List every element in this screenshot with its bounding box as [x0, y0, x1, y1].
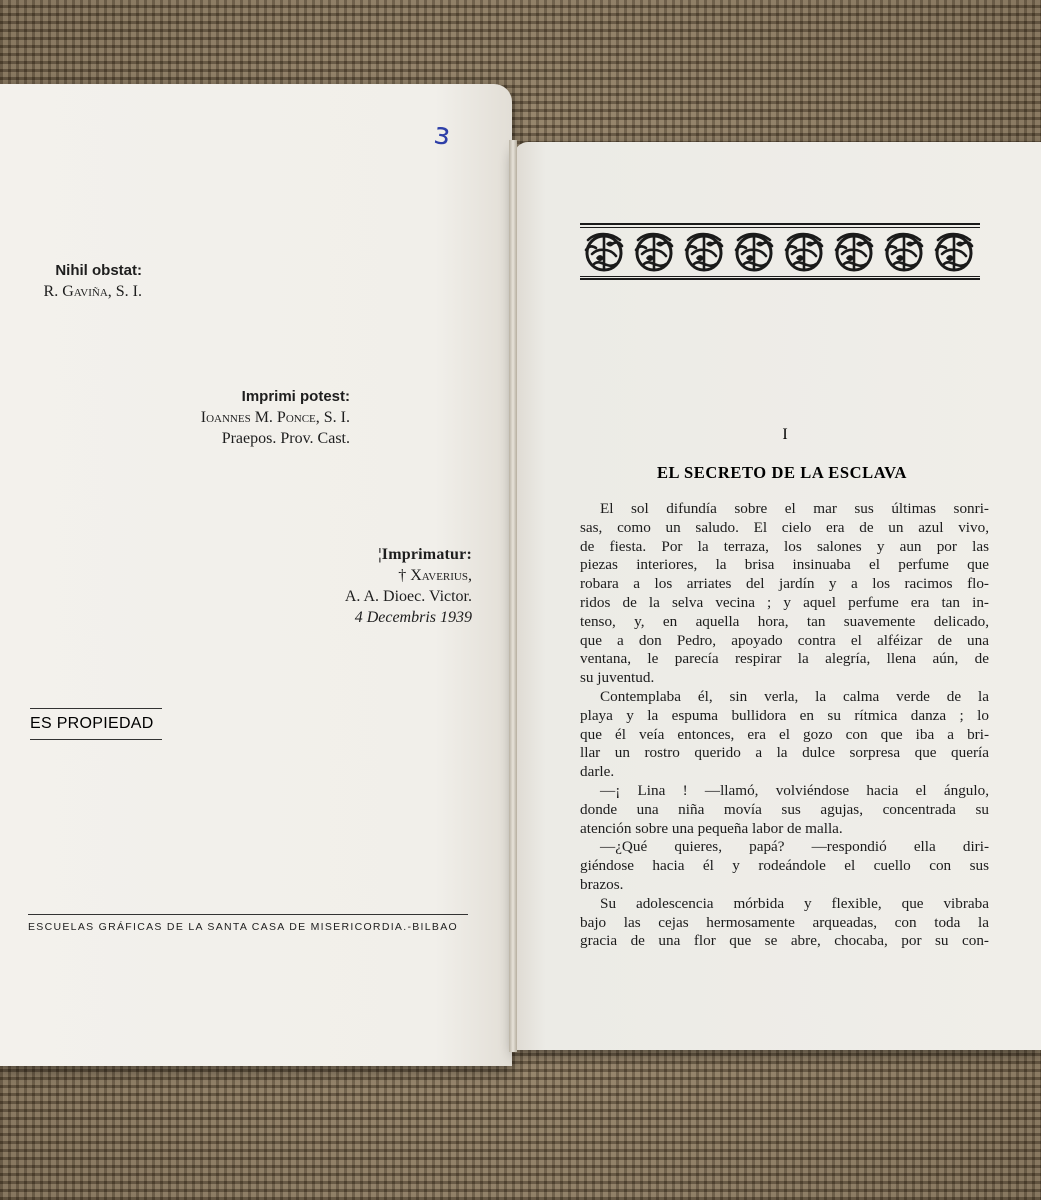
text-line: El sol difundía sobre el mar sus últimas sonri-: [600, 500, 989, 517]
ornament-tile: [636, 234, 672, 270]
text-line: giéndose hacia él y rodeándole el cuello con sus: [580, 857, 989, 875]
printer-imprint: ESCUELAS GRÁFICAS DE LA SANTA CASA DE MISERICORDIA.-BILBAO: [28, 914, 468, 933]
text-line: de fiesta. Por la terraza, los salones y aun por las: [580, 537, 989, 555]
text-line: tenso, y, en aquella hora, tan suavemente delicado,: [580, 612, 989, 630]
ornament-header-band: [580, 222, 980, 282]
nihil-obstat-block: [22, 260, 142, 302]
text-line: ventana, le parecía respirar la alegría, llena aún, de: [580, 650, 989, 668]
chapter-body-text: [580, 500, 989, 951]
text-line: —¡ Lina ! —llamó, volviéndose hacia el ángulo,: [600, 781, 989, 799]
text-line: darle.: [580, 763, 615, 781]
text-line: atención sobre una pequeña labor de malla.: [580, 819, 843, 837]
copyright-notice: ES PROPIEDAD: [30, 708, 162, 740]
ornament-tile: [686, 234, 722, 270]
text-line: playa y la espuma bullidora en su rítmica danza ; lo: [580, 706, 989, 724]
ornament-tile: [936, 234, 972, 270]
imprimatur-date: 4 Decembris 1939: [354, 609, 472, 626]
imprimi-potest-label: Imprimi potest:: [241, 388, 350, 405]
imprimatur-label: ¦Imprimatur:: [378, 546, 472, 563]
text-line: llar un rostro querido a la dulce sorpresa que quería: [580, 744, 989, 762]
text-line: piezas interiores, la brisa insinuaba el perfume que: [580, 556, 989, 574]
text-line: su juventud.: [580, 669, 655, 687]
nihil-obstat-censor: R. Gaviña, S. I.: [43, 283, 142, 300]
book-spine: [509, 140, 517, 1052]
imprimatur-name: † Xaverius,: [398, 567, 472, 584]
imprimi-potest-block: [150, 386, 350, 449]
text-line: Su adolescencia mórbida y flexible, que vibraba: [600, 894, 989, 912]
text-line: Contemplaba él, sin verla, la calma verde de la: [600, 687, 989, 705]
ornament-tile: [736, 234, 772, 270]
text-line: —¿Qué quieres, papá? —respondió ella diri-: [600, 838, 989, 856]
text-line: gracia de una flor que se abre, chocaba, por su con-: [580, 932, 989, 950]
ornament-tile: [886, 234, 922, 270]
text-line: brazos.: [580, 875, 624, 893]
text-line: robara a los arriates del jardín y a los racimos flo-: [580, 575, 989, 593]
text-line: sas, como un saludo. El cielo era de un azul vivo,: [580, 518, 989, 536]
text-line: donde una niña movía sus agujas, concentrada su: [580, 800, 989, 818]
chapter-title: EL SECRETO DE LA ESCLAVA: [656, 463, 908, 482]
ornament-tile: [786, 234, 822, 270]
text-line: ridos de la selva vecina ; y aquel perfume era tan in-: [580, 593, 989, 611]
nihil-obstat-label: Nihil obstat:: [55, 262, 142, 279]
text-line: bajo las cejas hermosamente arqueadas, con toda la: [580, 913, 989, 931]
text-line: que él veía entonces, era el gozo con que iba a bri-: [580, 725, 989, 743]
text-line: que a don Pedro, apoyado contra el alféizar de una: [580, 631, 989, 649]
pencil-mark: ɜ: [431, 116, 453, 153]
ornament-tile: [836, 234, 872, 270]
imprimi-potest-title: Praepos. Prov. Cast.: [221, 430, 350, 447]
imprimatur-title: A. A. Dioec. Victor.: [344, 588, 472, 605]
chapter-number: I: [782, 426, 788, 443]
imprimatur-block: [282, 544, 472, 628]
imprimi-potest-name: Ioannes M. Ponce, S. I.: [200, 409, 350, 426]
ornament-tile: [586, 234, 622, 270]
